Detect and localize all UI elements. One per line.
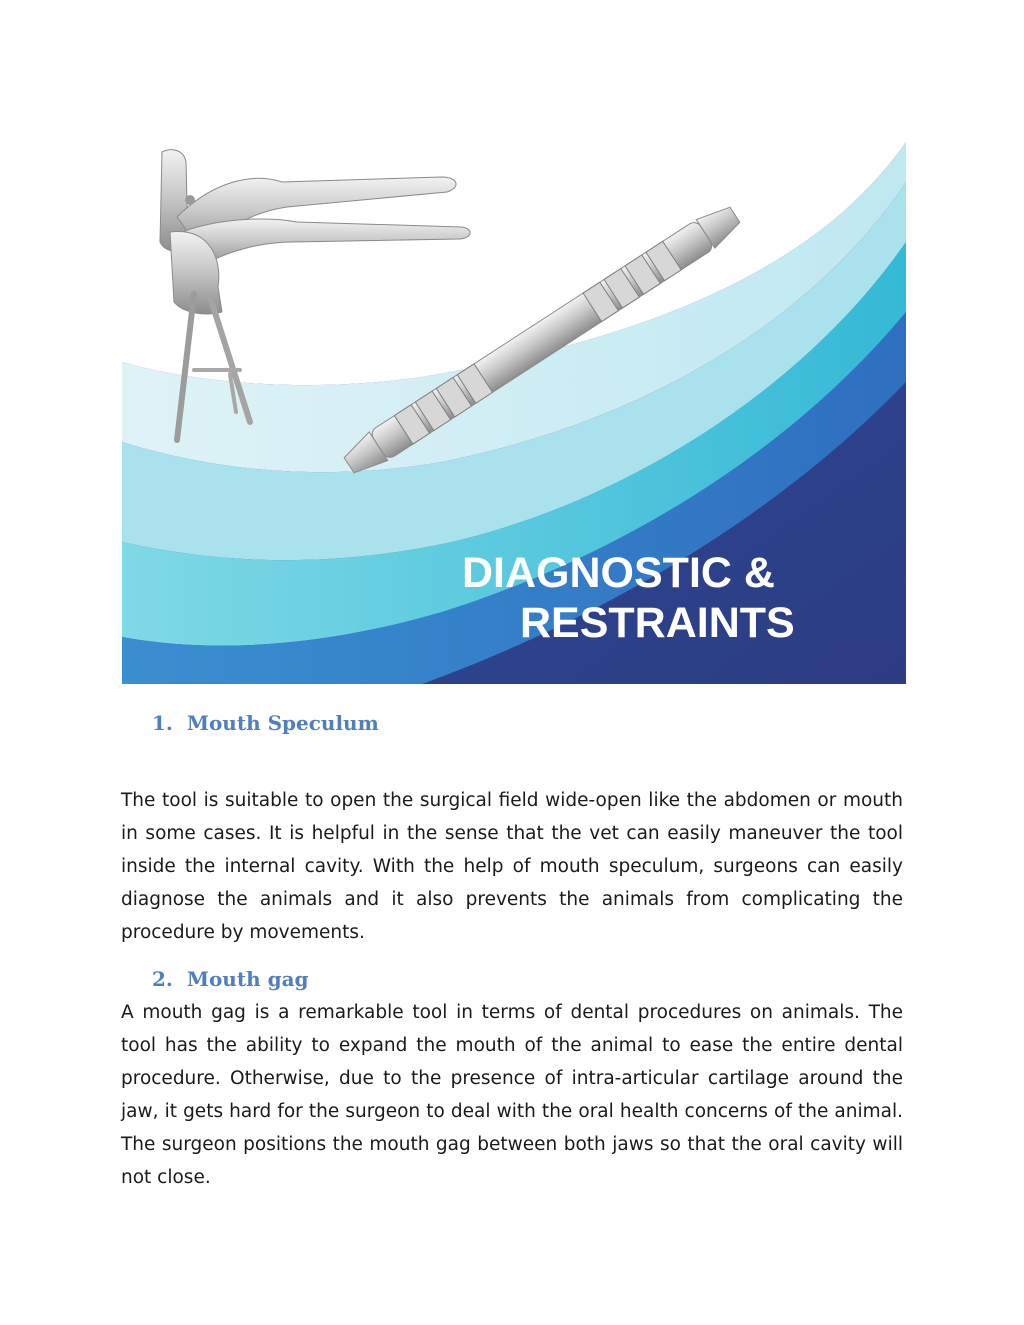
section-title: Mouth gag [186,967,309,991]
banner-title-line2: RESTRAINTS [520,599,795,647]
paragraph-mouth-speculum: The tool is suitable to open the surgical field wide-open like the abdomen or mouth in some cases. It is helpful in the sense that the vet can easily maneuver the tool inside the internal cavity. With the help of mouth speculum, surgeons can easily diagnose the animals and it also prevents the animals from complicating the procedure by movements. [121,790,903,943]
section-number: 2. [152,967,173,991]
section-heading-mouth-gag [152,967,309,991]
banner-title-line1: DIAGNOSTIC & [462,549,775,597]
paragraph-mouth-gag: A mouth gag is a remarkable tool in terms of dental procedures on animals. The tool has the ability to expand the mouth of the animal to ease the entire dental procedure. Otherwise, due to the presence of intra-articular cartilage around the jaw, it gets hard for the surgeon to deal with the oral health concerns of the animal. The surgeon positions the mouth gag between both jaws so that the oral cavity will not close. [121,1002,903,1188]
section-number: 1. [152,711,173,735]
section-heading-mouth-speculum [152,711,379,735]
banner-image [122,122,906,684]
section-title: Mouth Speculum [186,711,379,735]
